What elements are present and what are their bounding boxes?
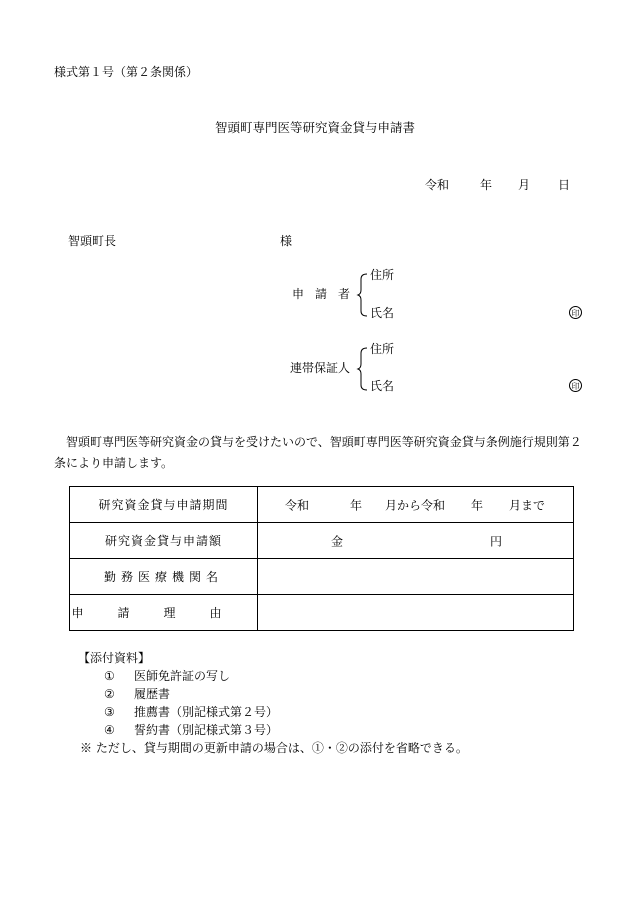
list-item: [104, 670, 230, 682]
applicant-address-label: 住所: [370, 268, 395, 282]
attachment-text: 履歴書: [134, 687, 171, 701]
date-year-unit: 年: [480, 178, 493, 192]
guarantor-label: 連帯保証人: [290, 361, 351, 375]
attachment-number: ④: [104, 723, 115, 737]
period-era: 令和: [285, 498, 310, 512]
date-era: 令和: [425, 178, 450, 192]
period-value[interactable]: [258, 487, 574, 523]
attachment-number: ①: [104, 669, 115, 683]
date-month-unit: 月: [518, 178, 531, 192]
guarantor-address-label: 住所: [370, 342, 395, 356]
list-item: [104, 706, 278, 718]
table-row: [70, 487, 574, 523]
application-details-table: [69, 486, 574, 631]
period-from-text: 月から令和: [385, 498, 446, 512]
attachment-text: 推薦書（別記様式第２号）: [134, 705, 279, 719]
addressee: 智頭町長: [68, 234, 117, 248]
honorific: 様: [280, 234, 293, 248]
attachment-text: 誓約書（別記様式第３号）: [134, 723, 279, 737]
applicant-seal-icon: 印: [569, 306, 582, 319]
reason-value[interactable]: [258, 595, 574, 631]
period-label: 研究資金貸与申請期間: [70, 487, 258, 523]
period-end-year-unit: 年: [471, 498, 484, 512]
amount-unit: 円: [490, 534, 503, 548]
form-number: 様式第１号（第２条関係）: [54, 65, 199, 79]
institution-value[interactable]: [258, 559, 574, 595]
list-item: [104, 724, 278, 736]
attachments-note: ※ ただし、貸与期間の更新申請の場合は、①・②の添付を省略できる。: [80, 741, 468, 755]
table-row: [70, 559, 574, 595]
period-until-text: 月まで: [509, 498, 546, 512]
guarantor-bracket-icon: [358, 344, 368, 394]
date-day-unit: 日: [558, 178, 571, 192]
attachment-number: ③: [104, 705, 115, 719]
applicant-bracket-icon: [358, 270, 368, 320]
amount-prefix: 金: [331, 534, 344, 548]
guarantor-name-label: 氏名: [370, 379, 395, 393]
institution-label: 勤務医療機関名: [70, 559, 258, 595]
table-row: [70, 523, 574, 559]
reason-label: 申請理由: [70, 595, 258, 631]
document-title: 智頭町専門医等研究資金貸与申請書: [214, 120, 415, 135]
applicant-label: 申請者: [292, 287, 362, 301]
amount-value[interactable]: [258, 523, 574, 559]
amount-label: 研究資金貸与申請額: [70, 523, 258, 559]
applicant-name-label: 氏名: [370, 306, 395, 320]
period-start-year-unit: 年: [350, 498, 363, 512]
attachments-heading: 【添付資料】: [78, 651, 151, 665]
list-item: [104, 688, 170, 700]
guarantor-seal-icon: 印: [569, 379, 582, 392]
attachment-number: ②: [104, 687, 115, 701]
application-statement: 智頭町専門医等研究資金の貸与を受けたいので、智頭町専門医等研究資金貸与条例施行規則第２条により申請します。: [54, 435, 582, 470]
attachment-text: 医師免許証の写し: [134, 669, 231, 683]
table-row: [70, 595, 574, 631]
